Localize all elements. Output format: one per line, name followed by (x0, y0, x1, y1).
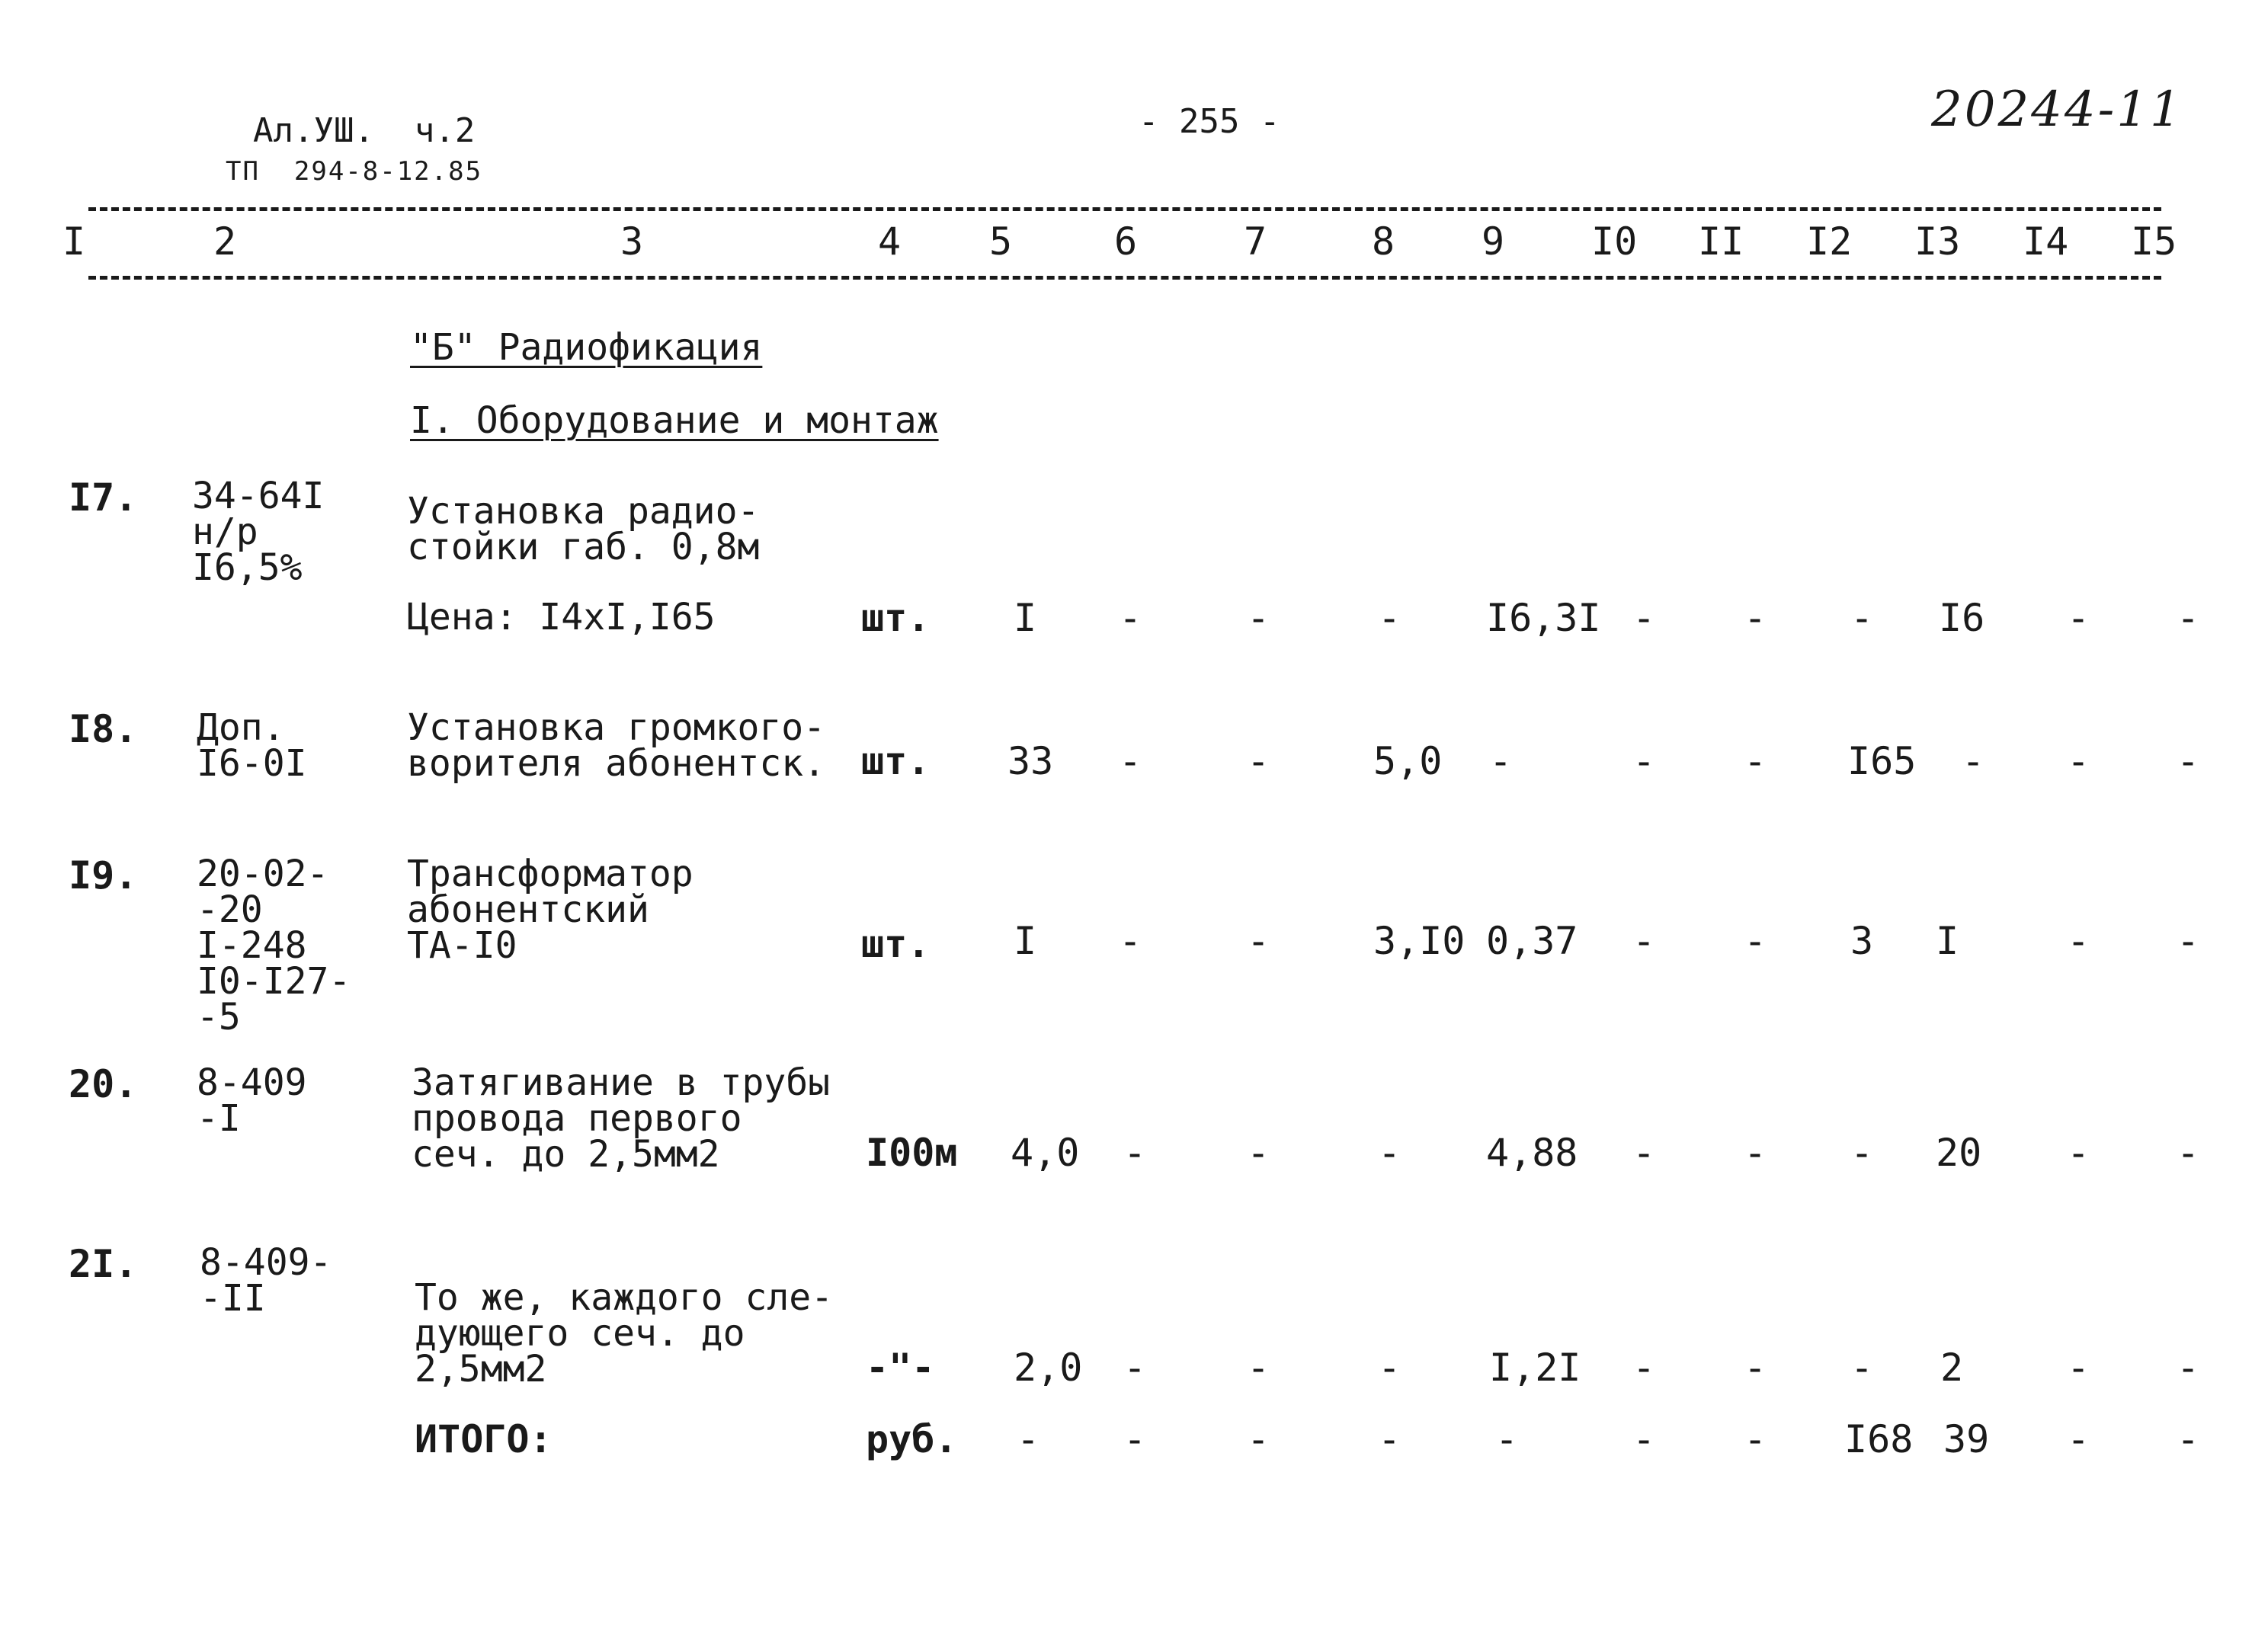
work-description: То же, каждого сле- дующего сеч. до 2,5мм2 (415, 1276, 834, 1391)
table-cell: - (1632, 1131, 1656, 1175)
table-cell: 3,I0 (1373, 919, 1466, 963)
table-cell: I (1014, 919, 1037, 963)
table-cell: I (1936, 919, 1959, 963)
table-cell: - (1744, 1346, 1767, 1390)
table-cell: - (1378, 596, 1401, 640)
table-cell: 0,37 (1486, 919, 1578, 963)
table-cell: 39 (1943, 1417, 1990, 1461)
table-cell: - (2067, 1417, 2090, 1461)
table-cell: 2 (1940, 1346, 1964, 1390)
work-description: Установка громкого- ворителя абонентск. (407, 706, 826, 786)
table-cell: I6,3I (1486, 596, 1601, 640)
table-cell: - (2177, 739, 2200, 783)
column-number: I (62, 219, 86, 264)
table-cell: - (1378, 1346, 1401, 1390)
table-cell: - (1632, 919, 1656, 963)
table-cell: - (2177, 1417, 2200, 1461)
norm-code: 8-409 -I (197, 1061, 307, 1141)
header-bottom-rule (88, 276, 2161, 280)
row-number: 20. (69, 1062, 138, 1106)
unit-cell: шт. (861, 739, 931, 783)
work-description: Затягивание в трубы провода первого сеч. до 2,5мм2 (412, 1061, 831, 1176)
table-cell: - (1119, 739, 1142, 783)
column-number: 8 (1372, 219, 1395, 264)
table-cell: - (2177, 1131, 2200, 1175)
column-number: 6 (1114, 219, 1138, 264)
table-cell: 5,0 (1373, 739, 1443, 783)
column-number: 9 (1482, 219, 1505, 264)
column-number: I3 (1914, 219, 1961, 264)
table-cell: - (1632, 596, 1656, 640)
table-cell: - (1119, 919, 1142, 963)
table-cell: - (1744, 739, 1767, 783)
table-cell: - (1123, 1131, 1147, 1175)
handwritten-code: 20244-11 (1931, 82, 2183, 138)
total-label: ИТОГО: (415, 1417, 553, 1461)
table-cell: - (1850, 1346, 1874, 1390)
row-number: I8. (69, 707, 138, 751)
table-cell: I6 (1939, 596, 1985, 640)
norm-code: 8-409- -II (200, 1241, 332, 1320)
table-cell: - (1850, 596, 1874, 640)
unit-cell: шт. (861, 596, 931, 640)
table-cell: I68 (1844, 1417, 1914, 1461)
table-cell: 2,0 (1014, 1346, 1083, 1390)
table-cell: 4,0 (1011, 1131, 1080, 1175)
row-number: 2I. (69, 1242, 138, 1286)
table-cell: - (2067, 596, 2090, 640)
unit-cell: I00м (866, 1131, 958, 1175)
unit-cell: -"- (866, 1346, 935, 1390)
table-cell: I (1014, 596, 1037, 640)
section-title: "Б" Радиофикация (410, 326, 763, 369)
table-cell: 4,88 (1486, 1131, 1578, 1175)
column-number: 3 (620, 219, 644, 264)
table-cell: - (1495, 1417, 1519, 1461)
table-cell: - (2177, 596, 2200, 640)
column-number: I4 (2023, 219, 2069, 264)
table-cell: - (1247, 739, 1270, 783)
table-cell: I,2I (1489, 1346, 1581, 1390)
row-number: I7. (69, 475, 138, 520)
table-cell: - (1744, 1131, 1767, 1175)
table-cell: I65 (1847, 739, 1917, 783)
price-formula: Цена: I4xI,I65 (407, 596, 716, 638)
column-number: 4 (878, 219, 902, 264)
table-cell: - (2067, 1131, 2090, 1175)
work-description: Установка радио- стойки габ. 0,8м (407, 490, 760, 569)
table-cell: - (1247, 919, 1270, 963)
total-unit: руб. (866, 1417, 958, 1461)
table-cell: - (1123, 1346, 1147, 1390)
row-number: I9. (69, 853, 138, 898)
table-cell: - (1744, 596, 1767, 640)
table-cell: - (1744, 1417, 1767, 1461)
table-cell: - (2067, 739, 2090, 783)
page-number: - 255 - (1139, 102, 1280, 141)
table-cell: - (1247, 596, 1270, 640)
norm-code: Доп. I6-0I (197, 706, 307, 786)
column-number: 2 (213, 219, 237, 264)
column-number: I0 (1591, 219, 1638, 264)
unit-cell: шт. (861, 922, 931, 966)
norm-code: 34-64I н/р I6,5% (192, 475, 325, 590)
table-cell: - (1489, 739, 1513, 783)
table-cell: - (2177, 919, 2200, 963)
column-number: 5 (989, 219, 1013, 264)
document-series-label: Ал.УШ. ч.2 (253, 111, 476, 150)
table-cell: - (1632, 739, 1656, 783)
table-cell: - (1247, 1417, 1270, 1461)
column-number: 7 (1244, 219, 1267, 264)
table-cell: - (1123, 1417, 1147, 1461)
table-cell: - (2177, 1346, 2200, 1390)
table-cell: - (1017, 1417, 1040, 1461)
column-number: I5 (2131, 219, 2177, 264)
table-cell: - (1247, 1131, 1270, 1175)
table-cell: - (2067, 919, 2090, 963)
table-cell: - (1247, 1346, 1270, 1390)
table-cell: - (1850, 1131, 1874, 1175)
table-cell: 3 (1850, 919, 1874, 963)
section-subtitle: I. Оборудование и монтаж (410, 399, 939, 442)
column-number: II (1698, 219, 1744, 264)
table-cell: - (1378, 1417, 1401, 1461)
table-cell: - (1744, 919, 1767, 963)
work-description: Трансформатор абонентский ТА-I0 (407, 853, 694, 968)
column-number: I2 (1806, 219, 1853, 264)
project-number-label: ТП 294-8-12.85 (226, 156, 483, 187)
table-cell: - (1119, 596, 1142, 640)
table-cell: - (1378, 1131, 1401, 1175)
table-cell: 20 (1936, 1131, 1982, 1175)
table-cell: 33 (1007, 739, 1054, 783)
table-cell: - (1632, 1346, 1656, 1390)
table-cell: - (1632, 1417, 1656, 1461)
norm-code: 20-02- -20 I-248 I0-I27- -5 (197, 853, 351, 1039)
table-cell: - (2067, 1346, 2090, 1390)
table-cell: - (1962, 739, 1985, 783)
header-top-rule (88, 207, 2161, 211)
